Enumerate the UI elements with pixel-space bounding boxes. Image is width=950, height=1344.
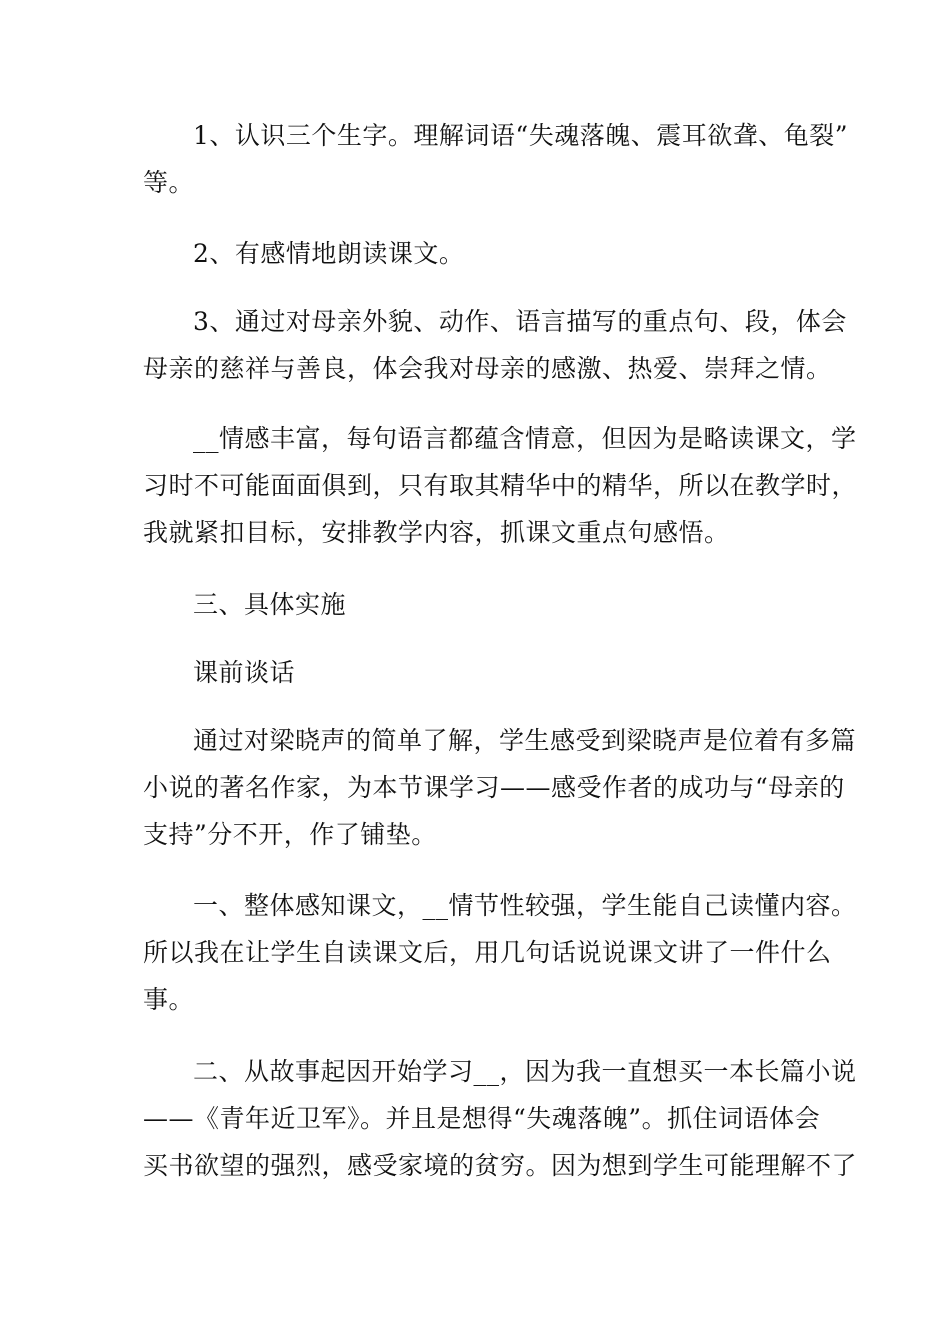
text-line: 支持”分不开，作了铺垫。 — [143, 820, 437, 849]
text-line: 一、整体感知课文，__情节性较强，学生能自己读懂内容。 — [193, 891, 857, 920]
text-line: 等。 — [143, 168, 195, 197]
text-line: 母亲的慈祥与善良，体会我对母亲的感激、热爱、崇拜之情。 — [143, 354, 832, 383]
paragraph-story-origin — [143, 1048, 858, 1189]
paragraph-pre-class-talk — [143, 717, 857, 858]
text-line: 小说的著名作家，为本节课学习——感受作者的成功与“母亲的 — [143, 773, 845, 802]
text-line: 所以我在让学生自读课文后，用几句话说说课文讲了一件什么 — [143, 938, 832, 967]
section-heading — [143, 581, 811, 628]
subheading — [143, 649, 811, 696]
text-line: 我就紧扣目标，安排教学内容，抓课文重点句感悟。 — [143, 518, 730, 547]
paragraph-objective-2 — [143, 230, 811, 277]
paragraph-objective-1 — [143, 112, 848, 206]
text-line: __情感丰富，每句语言都蕴含情意，但因为是略读课文，学 — [193, 424, 857, 453]
paragraph-objective-3 — [143, 298, 847, 392]
text-line: 1、认识三个生字。理解词语“失魂落魄、震耳欲聋、龟裂” — [193, 121, 848, 150]
text-line: 二、从故事起因开始学习__，因为我一直想买一本长篇小说 — [193, 1057, 857, 1086]
text-line: 2、有感情地朗读课文。 — [193, 239, 465, 268]
text-line: 习时不可能面面俱到，只有取其精华中的精华，所以在教学时， — [143, 471, 858, 500]
paragraph-analysis — [143, 415, 858, 556]
text-line: 三、具体实施 — [193, 590, 347, 619]
text-line: 3、通过对母亲外貌、动作、语言描写的重点句、段，体会 — [193, 307, 847, 336]
text-line: 事。 — [143, 985, 195, 1014]
text-line: ——《青年近卫军》。并且是想得“失魂落魄”。抓住词语体会 — [143, 1104, 821, 1133]
text-line: 买书欲望的强烈，感受家境的贫穷。因为想到学生可能理解不了 — [143, 1151, 858, 1180]
paragraph-overall-perception — [143, 882, 857, 1023]
text-line: 课前谈话 — [193, 658, 296, 687]
text-line: 通过对梁晓声的简单了解，学生感受到梁晓声是位着有多篇 — [193, 726, 857, 755]
